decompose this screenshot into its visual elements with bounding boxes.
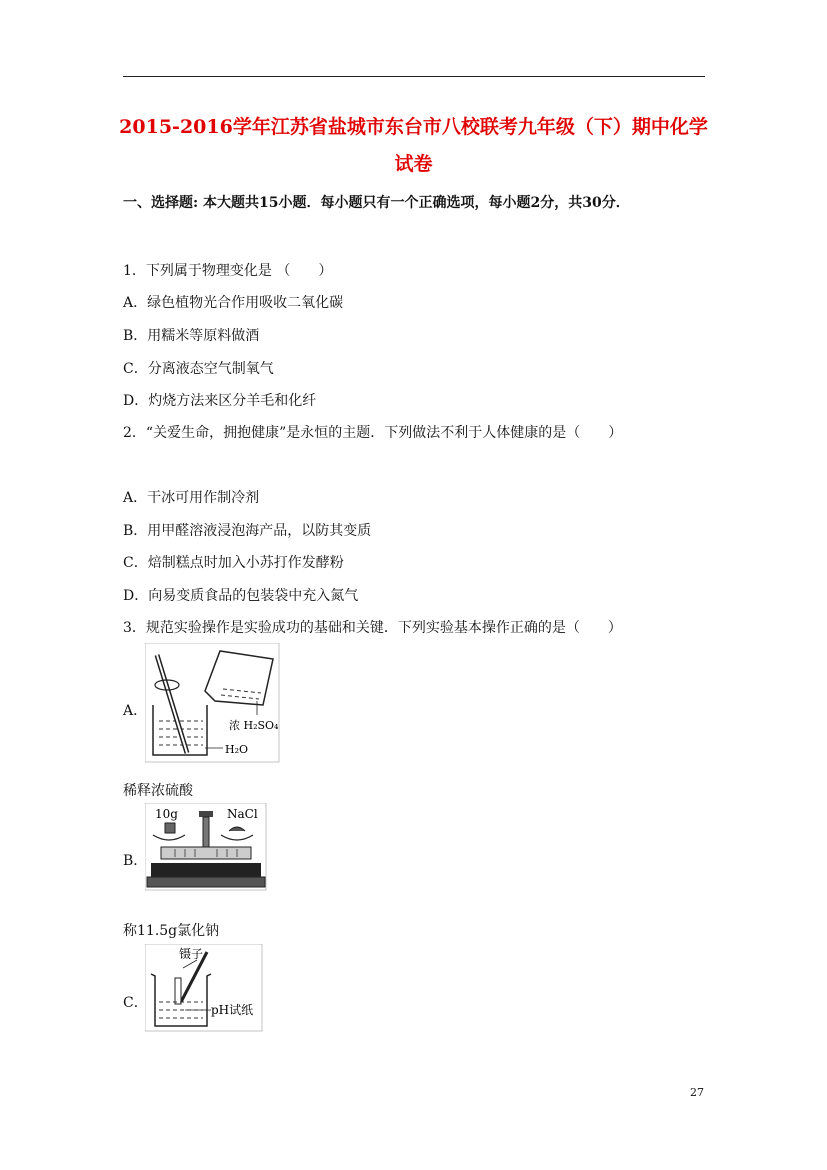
ph-test-figure (145, 944, 263, 1032)
question-1-option-b: B．用糯米等原料做酒 (123, 328, 260, 344)
question-1-option-a: A．绿色植物光合作用吸收二氧化碳 (123, 295, 344, 311)
page-number: 27 (690, 1086, 704, 1099)
page-title: 2015-2016学年江苏省盐城市东台市八校联考九年级（下）期中化学 (119, 116, 708, 138)
section-heading: 一、选择题: 本大题共15小题．每小题只有一个正确选项，每小题2分，共30分． (123, 195, 630, 211)
question-3-option-a-caption: 稀释浓硫酸 (123, 783, 193, 799)
water-label: H₂O (225, 743, 249, 756)
question-1-stem: 1．下列属于物理变化是 （ ） (123, 263, 333, 279)
ph-paper-label: pH试纸 (211, 1003, 254, 1017)
question-3-option-a-letter: A． (123, 703, 148, 719)
question-3-option-b-caption: 称11.5g氯化钠 (123, 923, 220, 939)
question-2-option-a: A．干冰可用作制冷剂 (123, 490, 260, 506)
salt-label: NaCl (227, 807, 258, 821)
question-1-option-d: D．灼烧方法来区分羊毛和化纤 (123, 393, 317, 409)
diluting-acid-figure (145, 643, 280, 763)
question-2-option-d: D．向易变质食品的包装袋中充入氮气 (123, 588, 359, 604)
acid-label: 浓 H₂SO₄ (229, 719, 279, 732)
weight-label: 10g (155, 807, 178, 821)
balance-figure (145, 803, 267, 891)
question-3-option-c-letter: C． (123, 995, 148, 1011)
question-3-option-b-letter: B． (123, 853, 148, 869)
question-2-option-b: B．用甲醛溶液浸泡海产品，以防其变质 (123, 523, 372, 539)
question-1-option-c: C．分离液态空气制氧气 (123, 361, 274, 377)
question-3-stem: 3．规范实验操作是实验成功的基础和关键．下列实验基本操作正确的是（ ） (123, 620, 622, 636)
page-title-line2: 试卷 (394, 153, 433, 175)
question-2-stem: 2．“关爱生命，拥抱健康”是永恒的主题．下列做法不利于人体健康的是（ ） (123, 425, 623, 441)
question-2-option-c: C．焙制糕点时加入小苏打作发酵粉 (123, 555, 344, 571)
header-rule (123, 76, 705, 77)
tweezer-label: 镊子 (179, 947, 204, 961)
